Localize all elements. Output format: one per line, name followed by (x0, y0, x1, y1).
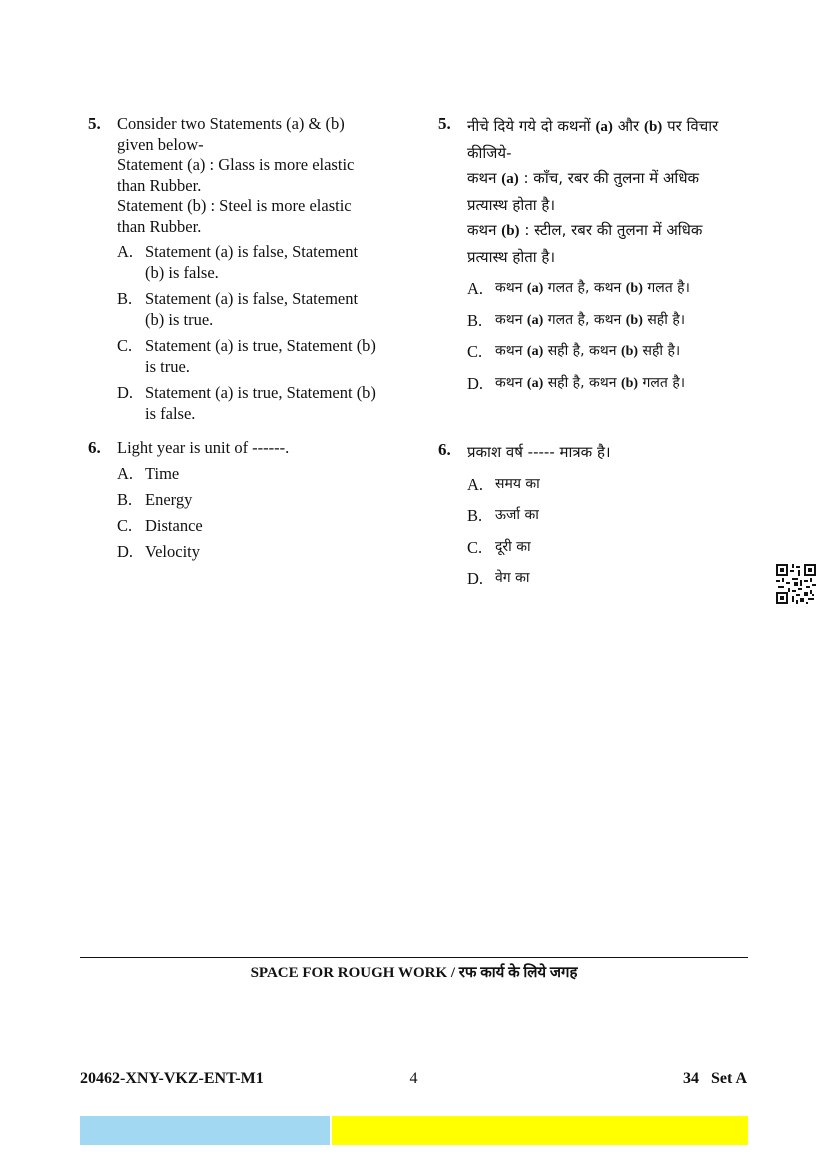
question-stem: Light year is unit of ------. (117, 438, 290, 457)
footer-blue-bar (80, 1116, 330, 1145)
options-list (117, 463, 404, 562)
question-stem: नीचे दिये गये दो कथनों (a) और (b) पर विचार कीजिये- कथन (a) : काँच, रबर की तुलना में अधिक प्रत्यास्थ होता है। कथन (b) : स्टील, रबर की तुलना में अधिक प्रत्यास्थ होता है। (467, 117, 719, 266)
option-a: A. Time (117, 463, 180, 483)
set-label: 34 Set A (683, 1070, 747, 1087)
option-c: C. दूरी का (467, 537, 531, 557)
question-5-hindi (436, 114, 746, 394)
hindi-column (436, 114, 746, 588)
option-a: A. समय का (467, 474, 540, 494)
option-c: C. कथन (a) सही है, कथन (b) सही है। (467, 342, 681, 361)
rough-work-divider (80, 957, 748, 958)
question-number: 6. (88, 438, 101, 457)
options-list (467, 474, 777, 590)
english-column (86, 114, 404, 567)
rough-work-label: SPACE FOR ROUGH WORK / रफ कार्य के लिये जगह (250, 965, 578, 981)
footer-yellow-bar (332, 1116, 748, 1145)
options-list (117, 241, 404, 424)
option-a: A. Statement (a) is false, Statement (b) is false. (117, 242, 359, 282)
question-number: 5. (88, 114, 101, 133)
option-d: D. कथन (a) सही है, कथन (b) गलत है। (467, 373, 686, 393)
option-b: B. कथन (a) गलत है, कथन (b) सही है। (467, 310, 686, 330)
question-number: 5. (438, 114, 451, 133)
question-stem: Consider two Statements (a) & (b) given below- Statement (a) : Glass is more elastic than Rubber. Statement (b) : Steel is more elastic than Rubber. (117, 114, 355, 236)
option-c: C. Statement (a) is true, Statement (b) is true. (117, 336, 376, 376)
option-c: C. Distance (117, 515, 203, 535)
qr-code-icon (776, 564, 816, 604)
option-b: B. Energy (117, 489, 193, 509)
question-6-english (86, 438, 404, 562)
question-6-hindi (436, 440, 777, 600)
option-b: B. Statement (a) is false, Statement (b) is true. (117, 289, 359, 329)
options-list (467, 278, 746, 394)
option-b: B. ऊर्जा का (467, 506, 539, 525)
option-a: A. कथन (a) गलत है, कथन (b) गलत है। (467, 279, 690, 298)
page-number: 4 (409, 1070, 418, 1087)
option-d: D. Velocity (117, 541, 200, 561)
question-stem: प्रकाश वर्ष ----- मात्रक है। (467, 443, 611, 461)
option-d: D. Statement (a) is true, Statement (b) is false. (117, 383, 376, 423)
question-number: 6. (438, 440, 451, 459)
question-5-english (86, 114, 404, 424)
option-d: D. वेग का (467, 569, 530, 588)
booklet-code: 20462-XNY-VKZ-ENT-M1 (80, 1070, 264, 1087)
